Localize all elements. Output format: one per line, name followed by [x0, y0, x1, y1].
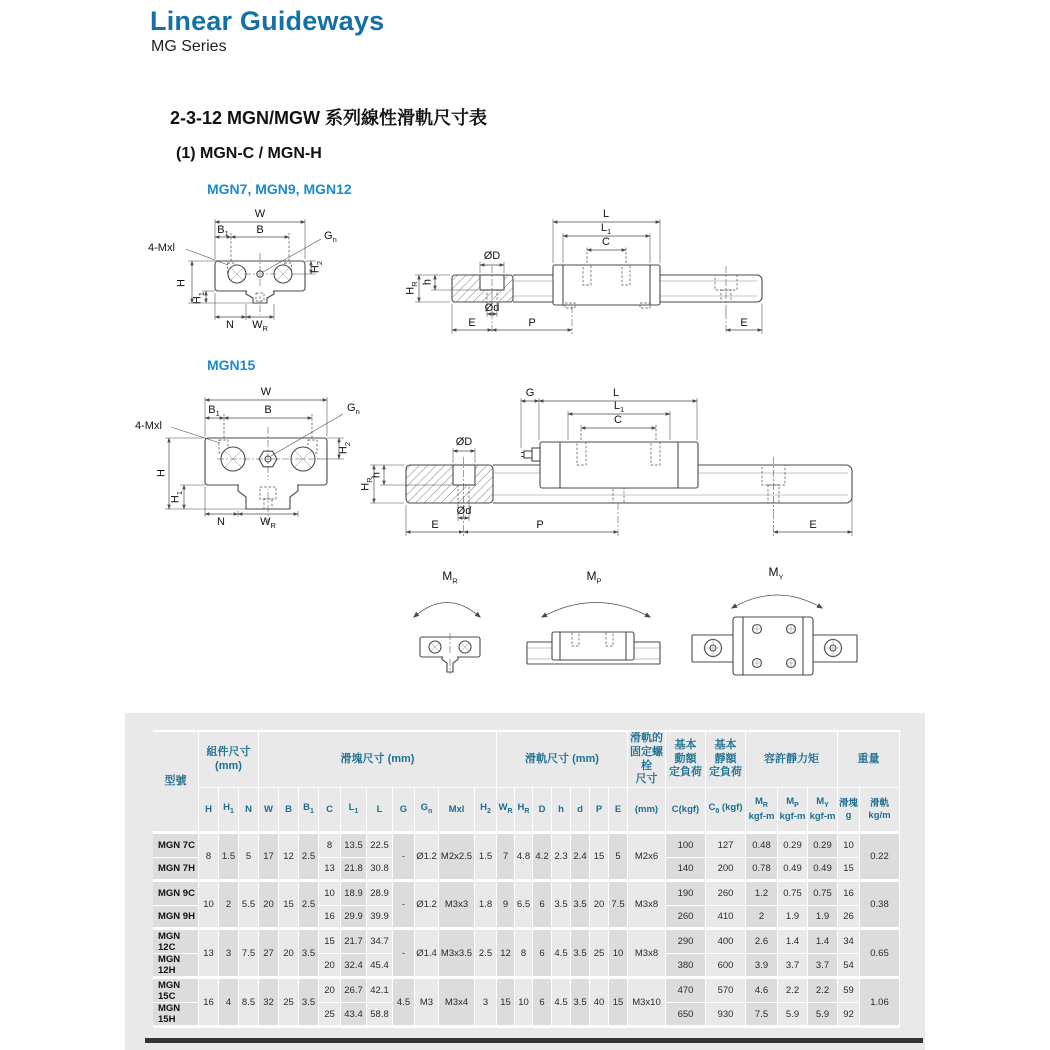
col-header-rail-weight: 滑軌 kg/m: [860, 788, 900, 834]
col-header-C: C: [319, 788, 341, 834]
table-group-header-row: [153, 730, 900, 788]
table-cell: 2.5: [299, 834, 319, 882]
col-header-MR: $M_R$ kgf-m: [746, 788, 778, 834]
dim-label-Gn: $G_n$: [347, 402, 360, 417]
table-cell: 127: [706, 834, 746, 858]
table-cell: 400: [706, 930, 746, 954]
table-cell: 0.22: [860, 834, 900, 882]
model-cell: MGN 12H: [153, 954, 199, 979]
model-cell: MGN 15C: [153, 979, 199, 1003]
dim-label-B: B: [264, 404, 272, 416]
table-cell: 1.5: [219, 834, 239, 882]
col-group-static-moment: 容許靜力矩: [746, 730, 838, 788]
table-cell: 3.7: [778, 954, 808, 979]
table-cell: 1.2: [746, 882, 778, 906]
table-cell: 22.5: [367, 834, 393, 858]
dim-label-HR: $H_R$: [359, 477, 374, 491]
col-header-MY: $M_Y$ kgf-m: [808, 788, 838, 834]
table-cell: 8: [515, 930, 533, 979]
dim-label-H2: $H_2$: [309, 260, 324, 274]
model-cell: MGN 9H: [153, 906, 199, 930]
dim-label-B1: $B_1$: [217, 224, 229, 239]
table-cell: 20: [319, 979, 341, 1003]
dim-label-E: E: [809, 519, 817, 531]
dim-label-B1: $B_1$: [208, 404, 220, 419]
model-cell: MGN 7C: [153, 834, 199, 858]
table-cell: 21.7: [341, 930, 367, 954]
table-cell: 26: [838, 906, 860, 930]
col-header-bolt-mm: (mm): [628, 788, 666, 834]
table-cell: 4.8: [515, 834, 533, 882]
col-header-L: L: [367, 788, 393, 834]
dim-label-L1: $L_1$: [613, 400, 625, 415]
table-cell: 4.6: [746, 979, 778, 1003]
model-cell: MGN 9C: [153, 882, 199, 906]
table-cell: 0.48: [746, 834, 778, 858]
table-cell: 4.5: [393, 979, 415, 1028]
table-cell: 3.9: [746, 954, 778, 979]
table-cell: 8.5: [239, 979, 259, 1028]
col-group-weight: 重量: [838, 730, 900, 788]
table-cell: 6: [533, 882, 552, 930]
table-cell: 100: [666, 834, 706, 858]
table-cell: 20: [279, 930, 299, 979]
table-cell: 3.5: [299, 979, 319, 1028]
dim-label-HR: $H_R$: [404, 281, 419, 295]
dim-label-P: P: [528, 317, 536, 329]
table-cell: 15: [497, 979, 515, 1028]
dim-label-C: C: [614, 414, 622, 426]
table-cell: 20: [259, 882, 279, 930]
table-cell: 25: [279, 979, 299, 1028]
table-cell: M3x8: [628, 930, 666, 979]
table-cell: M2x6: [628, 834, 666, 882]
col-header-D: D: [533, 788, 552, 834]
dim-label-H2: $H_2$: [337, 441, 352, 455]
table-cell: Ø1.2: [415, 882, 439, 930]
moment-label-MR: $M_R$: [442, 569, 458, 586]
mgn7-9-12-side-view-diagram: [405, 200, 865, 350]
page-title: Linear Guideways: [150, 6, 385, 36]
table-cell: 3.7: [808, 954, 838, 979]
table-cell: 34.7: [367, 930, 393, 954]
table-cell: 25: [590, 930, 609, 979]
dim-label-G: G: [525, 387, 535, 399]
table-cell: 1.4: [778, 930, 808, 954]
dim-label-E: E: [468, 317, 476, 329]
dim-label-dia-d: Ød: [484, 302, 500, 314]
table-cell: 2.5: [299, 882, 319, 930]
dim-label-B: B: [256, 224, 264, 236]
table-cell: 3.5: [571, 979, 590, 1028]
table-cell: 7.5: [609, 882, 628, 930]
table-cell: 15: [838, 858, 860, 882]
table-cell: 27: [259, 930, 279, 979]
dim-label-Gn: $G_n$: [324, 230, 337, 245]
table-cell: M3x3.5: [439, 930, 475, 979]
table-cell: 21.8: [341, 858, 367, 882]
table-cell: 140: [666, 858, 706, 882]
table-cell: 54: [838, 954, 860, 979]
table-cell: 8: [319, 834, 341, 858]
table-cell: 6: [533, 930, 552, 979]
table-cell: 26.7: [341, 979, 367, 1003]
table-cell: M3x3: [439, 882, 475, 930]
dim-label-h: h: [370, 471, 383, 479]
table-cell: 39.9: [367, 906, 393, 930]
table-cell: 32: [259, 979, 279, 1028]
table-cell: 13: [199, 930, 219, 979]
spec-table-body: [153, 834, 900, 1028]
table-cell: 0.38: [860, 882, 900, 930]
table-cell: 10: [319, 882, 341, 906]
table-cell: M3x10: [628, 979, 666, 1028]
col-header-C0-kgf: $C_0$ (kgf): [706, 788, 746, 834]
col-header-H: H: [199, 788, 219, 834]
table-cell: 190: [666, 882, 706, 906]
diagram-group1-label: MGN7, MGN9, MGN12: [207, 181, 352, 197]
dim-label-P: P: [536, 519, 544, 531]
dim-label-E: E: [740, 317, 748, 329]
table-cell: 58.8: [367, 1003, 393, 1028]
col-group-rail: 滑軌尺寸 (mm): [497, 730, 628, 788]
col-header-B: B: [279, 788, 299, 834]
model-cell: MGN 7H: [153, 858, 199, 882]
table-cell: 200: [706, 858, 746, 882]
table-cell: 15: [609, 979, 628, 1028]
table-cell: 0.78: [746, 858, 778, 882]
col-header-H2: $H_2$: [475, 788, 497, 834]
table-cell: 59: [838, 979, 860, 1003]
col-header-Mxl: Mxl: [439, 788, 475, 834]
table-cell: 1.9: [808, 906, 838, 930]
table-cell: 12: [497, 930, 515, 979]
table-cell: 2.2: [808, 979, 838, 1003]
section-title: 2-3-12 MGN/MGW 系列線性滑軌尺寸表: [170, 108, 488, 128]
table-cell: 2.2: [778, 979, 808, 1003]
table-row: [153, 930, 900, 954]
dim-label-4Mxl: 4-Mxl: [148, 242, 175, 254]
table-cell: 2.3: [552, 834, 571, 882]
table-cell: M3x8: [628, 882, 666, 930]
table-cell: 2.6: [746, 930, 778, 954]
table-cell: -: [393, 930, 415, 979]
table-cell: 15: [319, 930, 341, 954]
dim-label-N: N: [217, 516, 225, 528]
table-cell: 40: [590, 979, 609, 1028]
dim-label-H1: $H_1$: [191, 291, 206, 305]
table-row: [153, 834, 900, 858]
dim-label-L: L: [612, 387, 620, 399]
dim-label-E: E: [431, 519, 439, 531]
table-cell: 10: [199, 882, 219, 930]
table-cell: 28.9: [367, 882, 393, 906]
table-cell: 3.5: [552, 882, 571, 930]
table-cell: 12: [279, 834, 299, 882]
table-cell: 30.8: [367, 858, 393, 882]
table-cell: 0.29: [778, 834, 808, 858]
table-cell: 16: [199, 979, 219, 1028]
table-cell: 29.9: [341, 906, 367, 930]
model-cell: MGN 12C: [153, 930, 199, 954]
table-cell: 260: [706, 882, 746, 906]
dim-label-H1: $H_1$: [169, 490, 184, 504]
table-cell: 15: [590, 834, 609, 882]
table-row: [153, 979, 900, 1003]
table-cell: 13.5: [341, 834, 367, 858]
table-cell: 42.1: [367, 979, 393, 1003]
dim-label-C: C: [602, 236, 610, 248]
mgn7-9-12-cross-section-diagram: [140, 203, 400, 348]
table-cell: 5: [609, 834, 628, 882]
subsection-title: (1) MGN-C / MGN-H: [176, 145, 322, 162]
table-cell: -: [393, 882, 415, 930]
model-cell: MGN 15H: [153, 1003, 199, 1028]
table-cell: 4.5: [552, 930, 571, 979]
table-cell: M3x4: [439, 979, 475, 1028]
table-cell: 3: [219, 930, 239, 979]
table-cell: 10: [838, 834, 860, 858]
table-cell: 3.5: [571, 930, 590, 979]
table-cell: 43.4: [341, 1003, 367, 1028]
table-cell: 4.5: [552, 979, 571, 1028]
table-cell: 570: [706, 979, 746, 1003]
table-cell: 5.9: [808, 1003, 838, 1028]
table-sub-header-row: [153, 788, 900, 834]
table-cell: 25: [319, 1003, 341, 1028]
col-header-E: E: [609, 788, 628, 834]
col-header-d: d: [571, 788, 590, 834]
dim-label-dia-d: Ød: [456, 505, 472, 517]
col-group-dynamic-load: 基本 動額 定負荷: [666, 730, 706, 788]
col-header-H1: $H_1$: [219, 788, 239, 834]
table-cell: 10: [609, 930, 628, 979]
table-cell: 7: [497, 834, 515, 882]
col-header-model: 型號: [153, 730, 199, 834]
col-header-block-weight: 滑塊 g: [838, 788, 860, 834]
col-header-G: G: [393, 788, 415, 834]
table-cell: 600: [706, 954, 746, 979]
table-cell: 650: [666, 1003, 706, 1028]
table-cell: 16: [319, 906, 341, 930]
table-cell: 3: [475, 979, 497, 1028]
col-header-MP: $M_P$ kgf-m: [778, 788, 808, 834]
dim-label-WR: $W_R$: [252, 319, 268, 334]
table-cell: 2: [746, 906, 778, 930]
table-cell: 380: [666, 954, 706, 979]
table-cell: 92: [838, 1003, 860, 1028]
table-cell: 1.9: [778, 906, 808, 930]
dim-label-H: H: [155, 469, 168, 477]
table-cell: 2.5: [475, 930, 497, 979]
table-cell: 5.5: [239, 882, 259, 930]
moment-label-MP: $M_P$: [586, 569, 602, 586]
spec-table-panel: [125, 713, 925, 1050]
dim-label-H: H: [175, 279, 188, 287]
table-cell: 34: [838, 930, 860, 954]
table-cell: 4.2: [533, 834, 552, 882]
table-cell: 0.75: [808, 882, 838, 906]
table-cell: Ø1.4: [415, 930, 439, 979]
table-cell: 1.4: [808, 930, 838, 954]
table-cell: 5: [239, 834, 259, 882]
table-cell: 2: [219, 882, 239, 930]
table-cell: 1.8: [475, 882, 497, 930]
dim-label-WR: $W_R$: [260, 516, 276, 531]
cross-section-drawing: [140, 203, 400, 348]
dim-label-N: N: [226, 319, 234, 331]
series-subtitle: MG Series: [151, 38, 227, 55]
table-cell: 15: [279, 882, 299, 930]
table-cell: 2.4: [571, 834, 590, 882]
col-header-N: N: [239, 788, 259, 834]
table-cell: M2x2.5: [439, 834, 475, 882]
table-bottom-bar: [145, 1038, 923, 1043]
col-header-Gn: $G_n$: [415, 788, 439, 834]
table-cell: 32.4: [341, 954, 367, 979]
col-header-HR: $H_R$: [515, 788, 533, 834]
table-cell: 8: [199, 834, 219, 882]
table-cell: 6.5: [515, 882, 533, 930]
table-cell: 0.49: [808, 858, 838, 882]
dim-label-W: W: [254, 208, 266, 220]
table-cell: 10: [515, 979, 533, 1028]
mgn15-side-view-diagram: [360, 380, 875, 555]
table-cell: 6: [533, 979, 552, 1028]
col-group-static-load: 基本 靜額 定負荷: [706, 730, 746, 788]
table-cell: 1.06: [860, 979, 900, 1028]
table-cell: Ø1.2: [415, 834, 439, 882]
table-cell: 260: [666, 906, 706, 930]
table-cell: 9: [497, 882, 515, 930]
table-row: [153, 882, 900, 906]
dim-label-L1: $L_1$: [600, 222, 612, 237]
table-cell: 45.4: [367, 954, 393, 979]
col-header-B1: $B_1$: [299, 788, 319, 834]
table-cell: 17: [259, 834, 279, 882]
col-group-assembly: 組件尺寸 (mm): [199, 730, 259, 788]
dim-label-dia-D: ØD: [483, 250, 501, 262]
col-header-h: h: [552, 788, 571, 834]
table-cell: 16: [838, 882, 860, 906]
dim-label-4Mxl: 4-Mxl: [135, 420, 162, 432]
table-cell: 1.5: [475, 834, 497, 882]
table-cell: -: [393, 834, 415, 882]
col-group-block: 滑塊尺寸 (mm): [259, 730, 497, 788]
dim-label-L: L: [602, 208, 610, 220]
diagram-group2-label: MGN15: [207, 357, 256, 373]
col-header-P: P: [590, 788, 609, 834]
col-group-bolt: 滑軌的 固定螺栓 尺寸: [628, 730, 666, 788]
table-cell: 4: [219, 979, 239, 1028]
dim-label-h: h: [421, 278, 434, 286]
table-cell: 0.65: [860, 930, 900, 979]
table-cell: M3: [415, 979, 439, 1028]
table-cell: 3.5: [299, 930, 319, 979]
table-cell: 20: [319, 954, 341, 979]
table-cell: 0.49: [778, 858, 808, 882]
table-cell: 5.9: [778, 1003, 808, 1028]
table-cell: 13: [319, 858, 341, 882]
table-cell: 0.75: [778, 882, 808, 906]
table-cell: 290: [666, 930, 706, 954]
table-cell: 3.5: [571, 882, 590, 930]
table-cell: 0.29: [808, 834, 838, 858]
moment-label-MY: $M_Y$: [768, 565, 784, 582]
col-header-W: W: [259, 788, 279, 834]
col-header-C-kgf: C(kgf): [666, 788, 706, 834]
col-header-WR: $W_R$: [497, 788, 515, 834]
moment-direction-diagrams: [380, 562, 880, 694]
dim-label-W: W: [260, 386, 272, 398]
table-cell: 18.9: [341, 882, 367, 906]
col-header-L1: $L_1$: [341, 788, 367, 834]
table-cell: 470: [666, 979, 706, 1003]
table-cell: 20: [590, 882, 609, 930]
table-cell: 7.5: [746, 1003, 778, 1028]
table-cell: 930: [706, 1003, 746, 1028]
dim-label-dia-D: ØD: [455, 436, 473, 448]
table-cell: 410: [706, 906, 746, 930]
table-cell: 7.5: [239, 930, 259, 979]
spec-table: [153, 730, 900, 1028]
